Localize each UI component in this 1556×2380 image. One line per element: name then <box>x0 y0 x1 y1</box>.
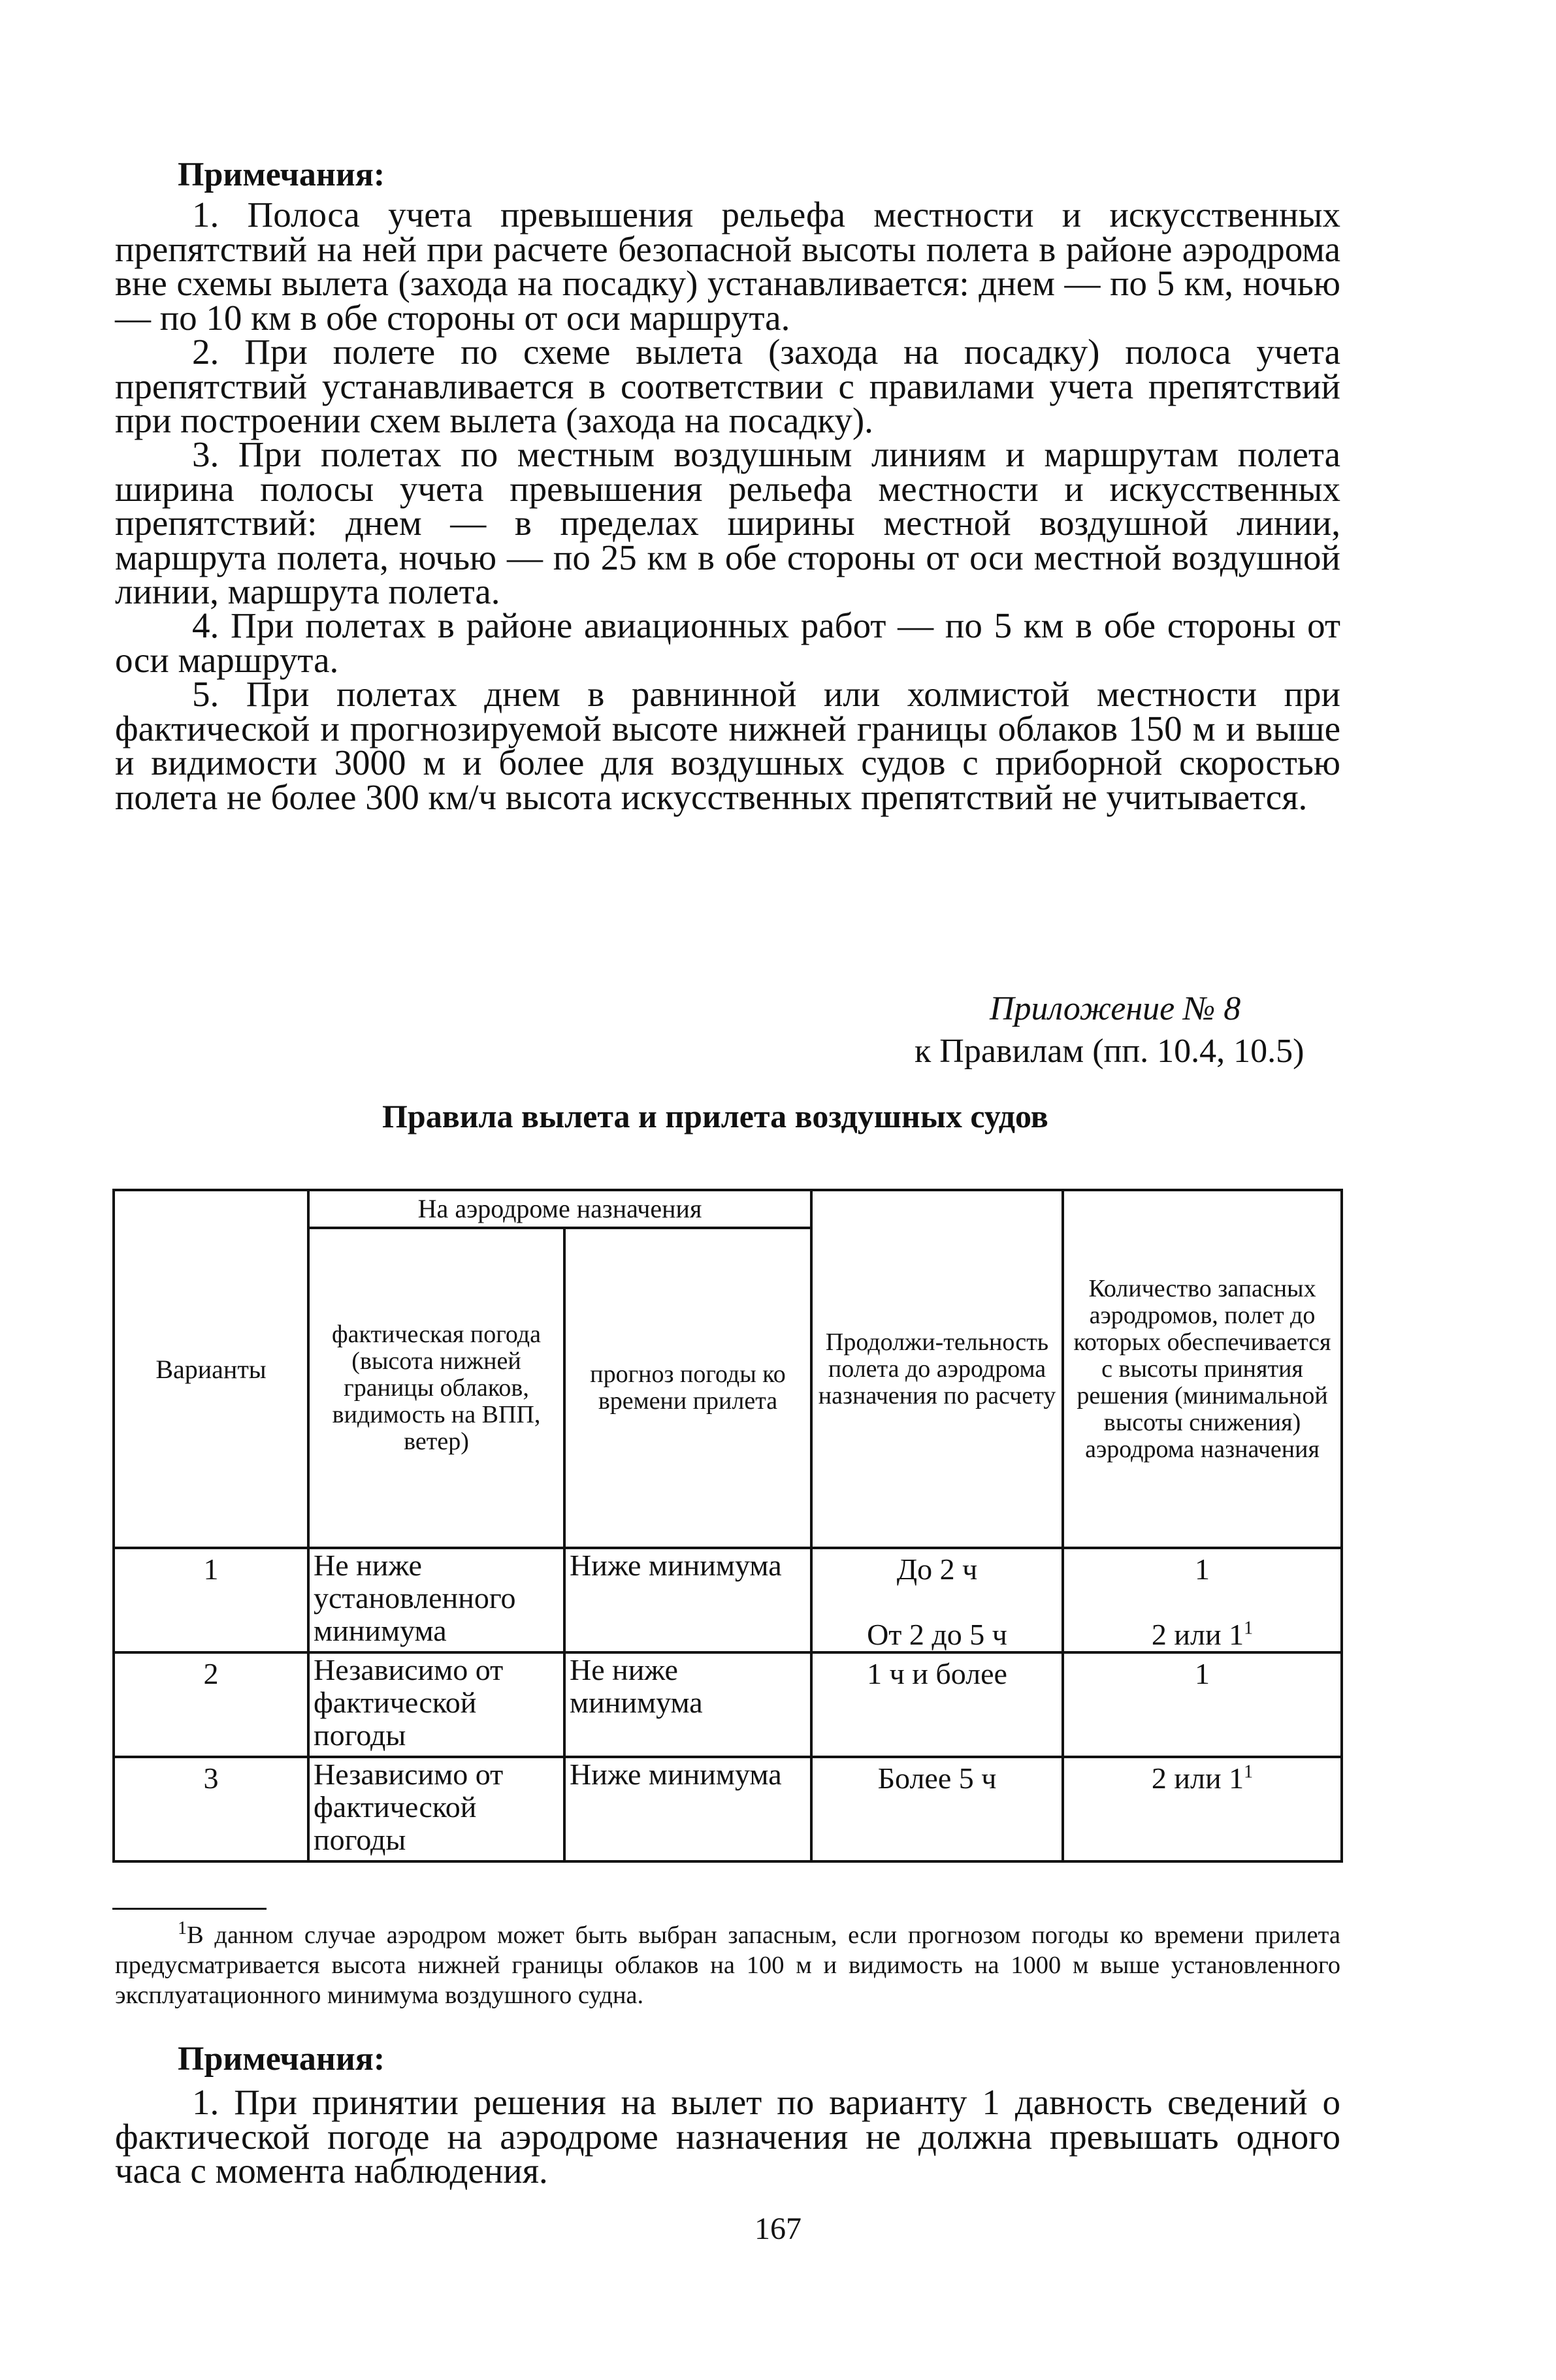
actual-weather-cell: Независимо от фактической погоды <box>308 1757 564 1861</box>
footnote-marker: 1 <box>1244 1761 1254 1782</box>
duration-cell <box>811 1548 1063 1652</box>
duration-value: Более 5 ч <box>877 1761 997 1795</box>
variant-cell: 3 <box>114 1757 308 1861</box>
footnote-divider <box>112 1908 267 1910</box>
header-actual-weather: фактическая погода (высота нижней границы облаков, видимость на ВПП, ветер) <box>308 1228 564 1548</box>
rules-table <box>112 1189 1343 1863</box>
bottom-note-1: 1. При принятии решения на вылет по варианту 1 давность сведений о фактической погоде на аэродроме назначения не должна превышать одного часа с момента наблюдения. <box>115 2082 1340 2191</box>
header-forecast: прогноз погоды ко времени прилета <box>564 1228 811 1548</box>
header-duration: Продолжи-тельность полета до аэродрома назначения по расчету <box>811 1190 1063 1548</box>
table-row <box>114 1652 1342 1757</box>
header-alternates: Количество запасных аэродромов, полет до которых обеспечивается с высоты принятия решения (минимальной высоты снижения) аэродрома назначения <box>1063 1190 1342 1548</box>
alternates-cell <box>1063 1548 1342 1652</box>
forecast-cell: Ниже минимума <box>564 1548 811 1652</box>
variant-cell: 1 <box>114 1548 308 1652</box>
note-1: 1. Полоса учета превышения рельефа местности и искусственных препятствий на ней при расчете безопасной высоты полета в районе аэродрома вне схемы вылета (захода на посадку) устанавливается: днем — по 5 км, ночью — по 10 км в обе стороны от оси маршрута. <box>115 195 1340 338</box>
table-row <box>114 1548 1342 1652</box>
footnote <box>115 1920 1340 2010</box>
actual-weather-cell: Независимо от фактической погоды <box>308 1652 564 1757</box>
header-variants: Варианты <box>114 1190 308 1548</box>
note-3: 3. При полетах по местным воздушным линиям и маршрутам полета ширина полосы учета превышения рельефа местности и искусственных препятствий: днем — в пределах ширины местной воздушной линии, маршрута полета, ночью — по 25 км в обе стороны от оси местной воздушной линии, маршрута полета. <box>115 434 1340 611</box>
footnote-marker: 1 <box>178 1918 187 1939</box>
alternates-value: 2 или 1 <box>1151 1618 1244 1651</box>
page-number: 167 <box>754 2211 802 2246</box>
duration-cell <box>811 1757 1063 1861</box>
footnote-text: В данном случае аэродром может быть выбран запасным, если прогнозом погоды ко времени прилета предусматривается высота нижней границы облаков на 100 м и видимость на 1000 м выше установленного эксплуатационного минимума воздушного судна. <box>115 1922 1340 2009</box>
actual-weather-cell: Не ниже установленного минимума <box>308 1548 564 1652</box>
alternates-value: 1 <box>1195 1552 1210 1586</box>
forecast-cell: Ниже минимума <box>564 1757 811 1861</box>
alternates-value: 1 <box>1195 1657 1210 1690</box>
table-row <box>114 1757 1342 1861</box>
header-destination-group: На аэродроме назначения <box>308 1190 811 1228</box>
duration-cell <box>811 1652 1063 1757</box>
note-2: 2. При полете по схеме вылета (захода на посадку) полоса учета препятствий устанавливается в соответствии с правилами учета препятствий при построении схем вылета (захода на посадку). <box>115 332 1340 440</box>
note-4: 4. При полетах в районе авиационных работ — по 5 км в обе стороны от оси маршрута. <box>115 605 1340 680</box>
duration-value: До 2 ч <box>896 1552 978 1586</box>
duration-value: 1 ч и более <box>867 1657 1007 1690</box>
note-5: 5. При полетах днем в равнинной или холмистой местности при фактической и прогнозируемой высоте нижней границы облаков 150 м и выше и видимости 3000 м и более для воздушных судов с приборной скоростью полета не более 300 км/ч высота искусственных препятствий не учитывается. <box>115 674 1340 817</box>
alternates-cell <box>1063 1652 1342 1757</box>
alternates-value: 2 или 1 <box>1151 1761 1244 1795</box>
notes-heading: Примечания: <box>178 156 385 193</box>
appendix-number: Приложение № 8 <box>990 990 1241 1027</box>
variant-cell: 2 <box>114 1652 308 1757</box>
forecast-cell: Не ниже минимума <box>564 1652 811 1757</box>
duration-value: От 2 до 5 ч <box>867 1618 1007 1651</box>
footnote-marker: 1 <box>1244 1618 1254 1639</box>
appendix-reference: к Правилам (пп. 10.4, 10.5) <box>915 1033 1305 1070</box>
document-title: Правила вылета и прилета воздушных судов <box>382 1098 1048 1134</box>
alternates-cell <box>1063 1757 1342 1861</box>
bottom-notes-heading: Примечания: <box>178 2040 385 2078</box>
